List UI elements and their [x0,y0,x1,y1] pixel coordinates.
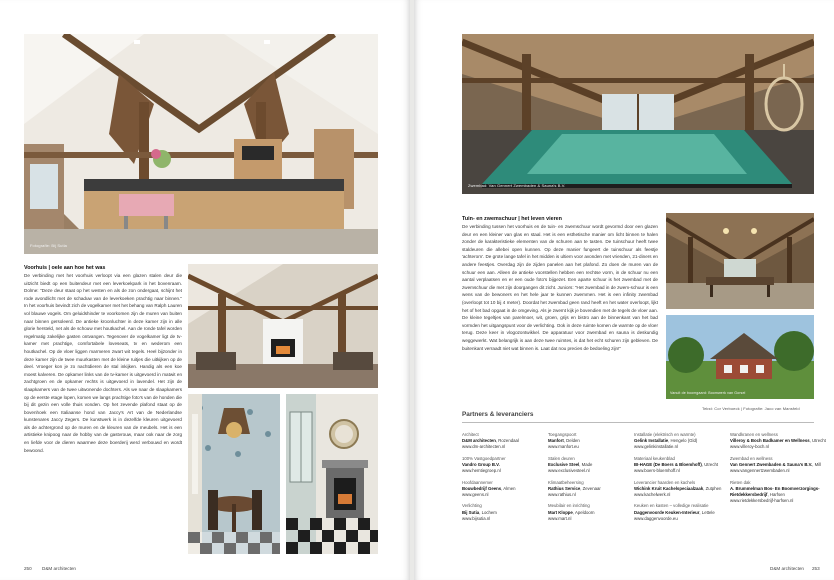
partner-url[interactable]: www.rathius.nl [548,492,576,497]
partner-klimaat: Klimaatbeheersing Rathius Service, Zevenaar www.rathius.nl [548,480,630,499]
article-body-voorhuis: De verbinding met het voorhuis verloopt via een glazen stalen deur die uitzicht biedt op een buitendeur met een leverkoekpark in het bovenraam. Dolme: "Deze deur staat op het westen en als de zon ondergaat, schijnt het rode avondlicht met de schaduw van de leverkoeken prachtig naar binnen." In het voorhuis bevindt zich de vogelkamer met het behang van Ralph Lauren vol blauwe vogels. Om geluidshinder te voorkomen zijn de muren van buiten naar binnen geïsoleerd. De antieke kroonluchter in deze kamer zijn in alle glorie hersteld, net als de schouw met houtkachel. Aan de ronde tafel worden regelmatig zakelijke gasten ontvangen. Tegenover de vogelkamer ligt de tv-kamer met prachtige, comfortabele loveseats, tv en wederom een houtkachel. Op de vloer liggen marmeren zwart wit tegels. Heel bijzonder in deze kamer zijn de twee muurkasten met de kleine ruitjes die uitkijken op de deel. Vroeger kon je zo nachtdieren de stal inkijken. Handig als een koe moest kalveren. De opkamer links van de tv-kamer is uitgevoerd in matwit en zachtgroen en de opkamer rechts is uitgevoerd in lavendel. Het zijn de slaapkamers van de twee uitwonende dochters. Als we naar de slaapkamers op de eerste etage lopen, komen we langs prachtige foto's van de honden die bij dit gezin een volle thuis vonden. Op het zevende plafond staat op de bovenhoek een Italiaanse hond van Jaccy's Art van de Nederlandse kunstenares Jaccy Zegers. De kunstwerk is in dezelfde kleuren uitgevoerd als de achtergrond op de muren en de kleuren van de meubels. Het is een artistieke knipoog naar de hobby van de gastvrouw, maar ook naar de zorg en liefde voor de dieren waarmee deze boerderij werd verbouwd en wordt bewoond. [24,273,182,453]
article-body-tuinschuur: De verbinding tussen het voorhuis en de tuin- en zwemschuur wordt gevormd door een glazen deur en een kleiner van glas en staal. Het is een esthetische manier om licht binnen te halen zonder de karakteristieke elementen van de schuren aan te tasten. De tuinschuur heeft twee staldeuren die allebei open kunnen. Op deze manier fungeert de tuinschuur als feestje 'achterom'. De grote lange tafel in het midden is ultiem voor avonden met vrienden, 21-diners en andere feestjes. Overdag zijn de zijden panelen aan het plafond. Zo doen de muren van de schuur een aan. Alleen de antieke voorstellen hebben een rechtse vorm, in de schuur nu een aantal verplaatsen en er een oude foto's bijgezet. Een aparte schuur is het zwembad met de zwemschuur die met zijn doorgangen dit zicht. Juniors: "Het zwembad in de zwem-schuur is een wens van de bewoners en het hele jaar te kunnen zwemmen. Het is een infinity zwembad (overloopt tot 10 bij 4 meter). Doordat het zwembad geen rand heeft en het water overloopt, lijkt het of het bad opgaat in de omgeving. Als je zwemt kijk je bovendien met de tegels de vloer aan. De kleine tegeltjes van parelmoer, wit, groen, grijs en bistro aan de binnenkant van het bad vormden het uitgangspunt voor de verlichting. Ook in deze ruimte komen de warmte op de vloer terug. Deze keer in vlogozontwikkel. De apparatuur voor zwembad en sauna is deskundig weggewerkt. Wat belangrijk is aan deze twee ruimtes, is dat het echt schuren zijn gebleven. De buitenkant verraadt niet wat binnen is. Laat dat nou precies de bedoeling zijn!" [462,224,658,351]
photo-garden-barn [666,213,814,309]
partner-url[interactable]: www.kachelwerk.nl [634,492,671,497]
photo-text-credit: Tekst: Cor Verboeck | Fotografie: Jaco van Mansfeld [702,406,800,411]
partner-aannemer: Hoofdaannemer Bouwbedrijf Geens, Almen www.geens.nl [462,480,546,499]
partner-keuken: Keuken en kasten – volledige realisatie Daggenvoorde Keuken-Interieur, Lettele www.daggenvoorde.eu [634,503,726,522]
partner-url[interactable]: www.exclusivesteel.nl [548,468,590,474]
photo-credit-pool: Zwembad: Van Gennert Zwembaden & Sauna's B.V. [468,183,566,188]
partner-installatie: Installatie (elektrisch en warmte) Gelink Installatie, Hengelo (Gld) www.gelinkinstallatie.nl [634,432,726,451]
partners-col-1 [462,432,546,527]
left-article [24,264,182,554]
partner-url[interactable]: www.villeroy-boch.nl [730,444,769,450]
partners-col-3 [634,432,726,527]
right-page [414,0,834,580]
photo-pool-barn [462,34,814,194]
partner-url[interactable]: www.dm-architecten.nl [462,444,506,450]
partner-url[interactable]: www.manfort.eu [548,444,579,450]
photo-kitchen [24,34,378,254]
partner-vastgoed: 100% Vastgoedpartner Vandro Group B.V. www.hemtiegroep.nl [462,456,546,475]
partners-col-4 [730,432,826,510]
partner-zwembad: Zwembad en wellness Van Gennert Zwembaden & Sauna's B.V., Mill www.vangennertzwembaden.nl [730,456,826,475]
partner-url[interactable]: www.geens.nl [462,492,489,497]
partner-meubilair: Meubilair en inrichting Mart Kloppe, Apeldoorn www.mart.nl [548,503,630,522]
partners-title: Partners & leveranciers [462,411,534,418]
partner-url[interactable]: www.hemtiegroep.nl [462,468,501,474]
partners-col-2 [548,432,630,527]
left-page-number: 250 [24,566,32,571]
photo-farmhouse-exterior [666,315,814,399]
left-page [0,0,410,580]
article-heading-tuinschuur: Tuin- en zwemschuur | het leven vieren [462,216,562,222]
partner-url[interactable]: www.vangennertzwembaden.nl [730,468,790,474]
partner-url[interactable]: www.mart.nl [548,515,572,521]
partner-url[interactable]: www.bijsutia.nl [462,515,491,521]
photo-fireplace-room [188,264,378,388]
partner-url[interactable]: www.gelinkinstallatie.nl [634,444,678,450]
partner-keukenblad: Materiaal keukenblad BI-HAGE (De Boers & Bloemhoff), Utrecht www.boers-bloemhoff.nl [634,456,726,475]
left-footer-brand: D&M architecten [42,566,76,571]
partner-rieten-dak: Rieten dak A. Brummelman Bos- En Boomverzorgings-Rietdekkersbedrijf, Harfsen www.rietdekkersbedrijf-harfsen.nl [730,480,826,505]
partner-haarden: Leverancier haarden en kachels Wichink Kruit Kachelspeciaalzaak, Zutphen www.kachelwerk.nl [634,480,726,499]
photo-credit-exterior: Vanuit de boomgaard: Boomwerk van Gorsel [670,391,746,395]
partner-url[interactable]: www.rietdekkersbedrijf-harfsen.nl [730,498,794,504]
right-page-number: 253 [812,566,820,571]
right-footer-brand: D&M architecten [770,566,804,571]
right-article [462,215,658,399]
partner-verlichting: Verlichting Bij Sutia, Lochem www.bijsutia.nl [462,503,546,522]
photo-tv-room [286,394,378,554]
partner-stalen-deuren: Stalen deuren Exclusive Steel, Made www.exclusivesteel.nl [548,456,630,475]
article-heading-voorhuis: Voorhuis | oele aan hoe het was [24,265,106,271]
partner-url[interactable]: www.boers-bloemhoff.nl [634,468,680,474]
partner-toegangspoort: Toegangspoort Manfort, Delden www.manfort.eu [548,432,630,451]
photo-credit-kitchen: Fotografie: Bij Sutia [30,243,68,248]
partner-architect: Architect D&M architecten, Rozendaal www.dm-architecten.nl [462,432,546,451]
partner-wandkranen: Wandkranen en wellness Villeroy & Boch Badkamer en Wellness, Utrecht www.villeroy-boch.nl [730,432,826,450]
partners-rule [462,422,814,423]
photo-bird-room [188,394,280,554]
partner-url[interactable]: www.daggenvoorde.eu [634,515,678,521]
